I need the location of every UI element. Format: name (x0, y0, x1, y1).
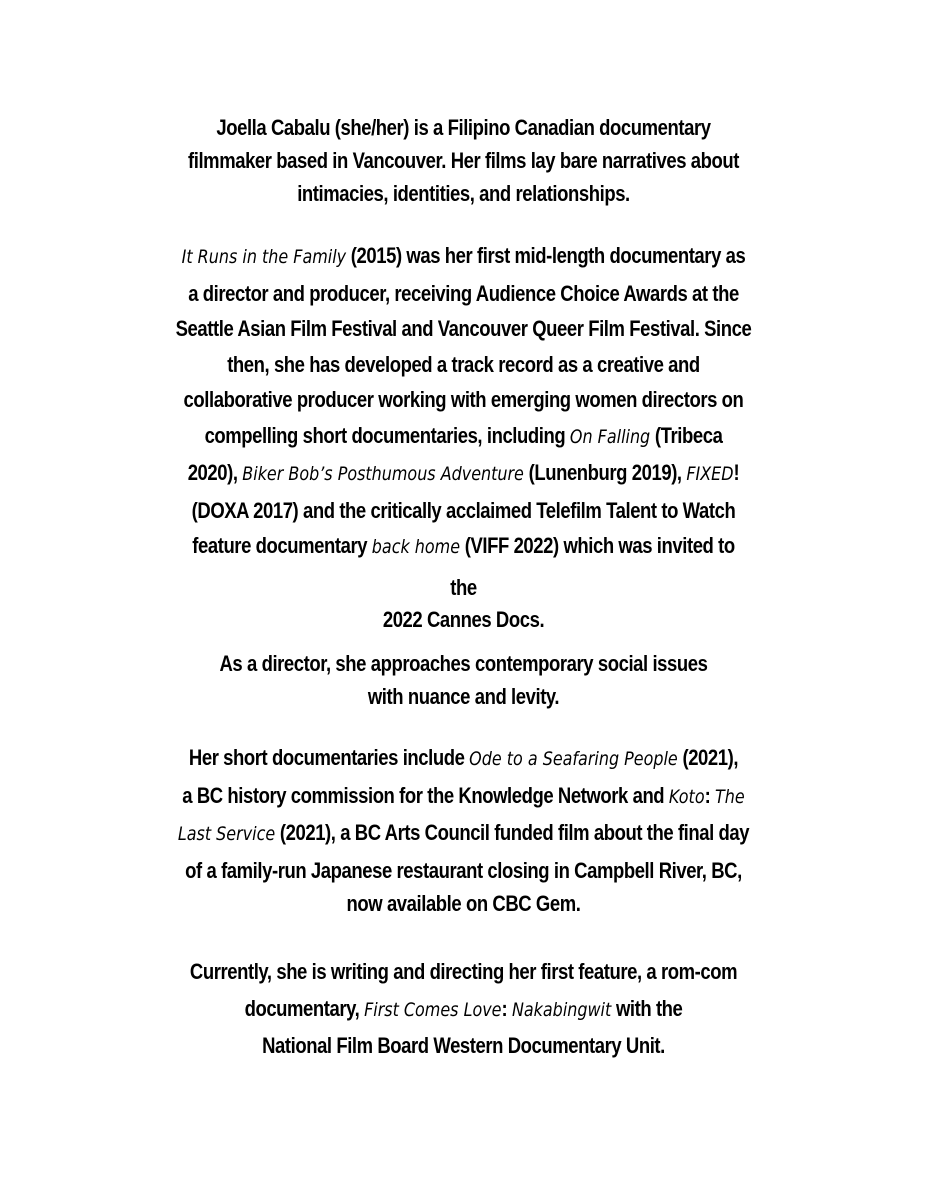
text-segment: compelling short documentaries, including (204, 422, 570, 448)
bio-shorts-paragraph (125, 740, 803, 919)
text-line (125, 455, 803, 493)
text-line: Joella Cabalu (she/her) is a Filipino Canadian documentary (216, 115, 711, 140)
text-segment: (2021), (677, 745, 739, 770)
text-segment: (VIFF 2022) which was invited to (460, 533, 735, 558)
text-segment: : (704, 782, 716, 808)
text-line: now available on CBC Gem. (346, 891, 581, 916)
film-title: On Falling (569, 425, 651, 448)
text-line: Currently, she is writing and directing her first feature, a rom-com (189, 959, 738, 984)
text-line: filmmaker based in Vancouver. Her films lay bare narratives about (188, 148, 739, 173)
film-title: The (715, 785, 745, 808)
bio-intro-paragraph (125, 111, 803, 210)
text-segment: (Tribeca (650, 422, 723, 448)
text-segment: Her short documentaries include (188, 745, 470, 770)
film-title: It Runs in the Family (181, 246, 347, 268)
text-line: As a director, she approaches contemporary social issues (219, 651, 708, 676)
text-line (125, 238, 803, 276)
text-segment: (Lunenburg 2019), (523, 460, 687, 485)
text-segment: with the (611, 995, 683, 1021)
text-line (125, 778, 803, 816)
text-line: a director and producer, receiving Audience Choice Awards at the (188, 280, 739, 306)
text-segment: 2020), (187, 460, 243, 485)
bio-director-paragraph (125, 647, 803, 713)
text-line (125, 528, 803, 566)
text-line: National Film Board Western Documentary Unit. (262, 1033, 665, 1058)
text-line: 2022 Cannes Docs. (382, 607, 545, 632)
text-segment: documentary, (244, 995, 365, 1021)
text-segment: : (501, 995, 512, 1021)
text-line: (DOXA 2017) and the critically acclaimed Telefilm Talent to Watch (191, 497, 736, 523)
film-title: Biker Bob’s Posthumous Adventure (242, 463, 524, 485)
text-segment: feature documentary (192, 533, 372, 558)
text-line (125, 815, 803, 853)
film-title: Koto (668, 785, 705, 808)
text-segment: a BC history commission for the Knowledge Network and (182, 782, 669, 808)
text-segment: ! (733, 460, 740, 485)
film-title: First Comes Love (364, 998, 502, 1021)
text-segment: (2021), a BC Arts Council funded film about the final day (275, 820, 750, 845)
bio-producer-paragraph (125, 238, 803, 635)
bio-current-paragraph (125, 954, 803, 1065)
text-line: of a family-run Japanese restaurant closing in Campbell River, BC, (185, 857, 742, 883)
text-line: with nuance and levity. (367, 684, 560, 709)
text-line: Seattle Asian Film Festival and Vancouver Queer Film Festival. Since (175, 316, 752, 341)
text-line (125, 991, 803, 1029)
text-line: then, she has developed a track record as a creative and (227, 351, 700, 377)
film-title: Last Service (177, 823, 276, 845)
text-line: the (450, 574, 477, 600)
text-line (125, 740, 803, 778)
text-segment: (2015) was her first mid-length documentary as (346, 243, 746, 268)
text-line: intimacies, identities, and relationships. (297, 181, 630, 206)
film-title: back home (371, 536, 461, 558)
film-title: Ode to a Seafaring People (469, 748, 678, 770)
film-title: Nakabingwit (511, 998, 612, 1021)
film-title: FIXED (686, 463, 734, 485)
text-line (125, 418, 803, 456)
text-line: collaborative producer working with emerging women directors on (183, 387, 744, 412)
